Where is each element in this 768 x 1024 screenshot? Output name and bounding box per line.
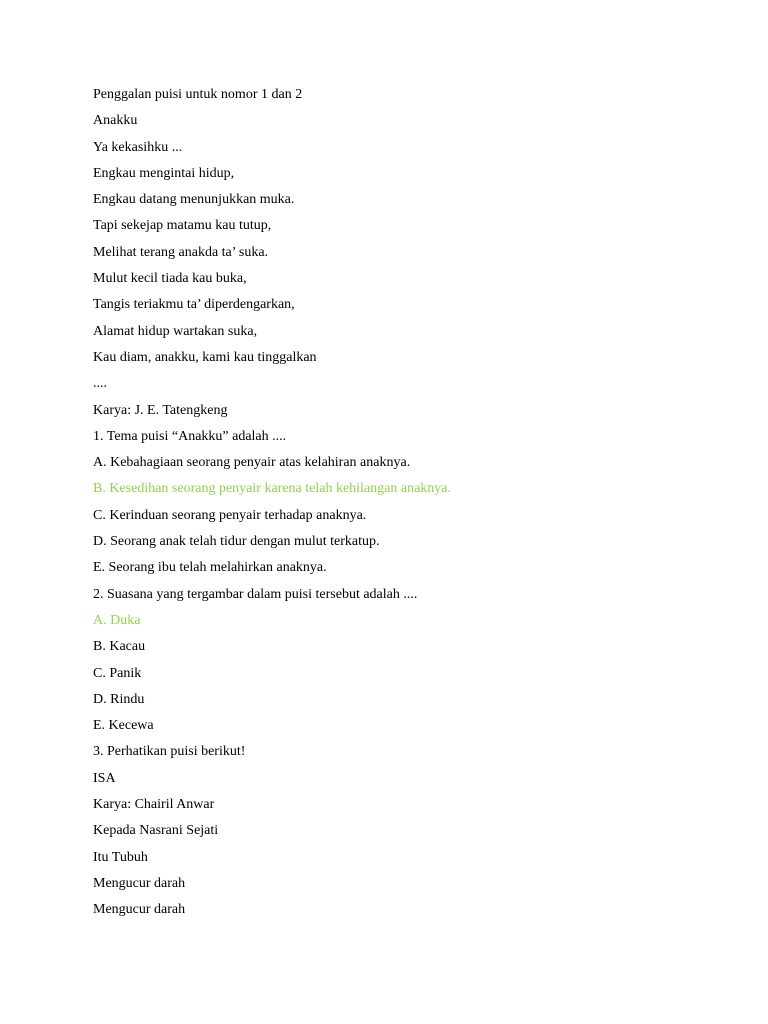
text-line: Anakku <box>93 113 138 129</box>
text-line: D. Rindu <box>93 691 145 707</box>
text-line: Karya: Chairil Anwar <box>93 797 215 813</box>
text-line: .... <box>93 376 107 392</box>
text-line: 1. Tema puisi “Anakku” adalah .... <box>93 428 287 444</box>
text-line: B. Kacau <box>93 639 146 655</box>
answer-line: B. Kesedihan seorang penyair karena telah kehilangan anaknya. <box>93 481 452 497</box>
text-line: A. Kebahagiaan seorang penyair atas kelahiran anaknya. <box>93 455 411 471</box>
text-line: Penggalan puisi untuk nomor 1 dan 2 <box>93 87 303 102</box>
text-line: Melihat terang anakda ta’ suka. <box>93 244 269 260</box>
text-line: Engkau mengintai hidup, <box>93 165 235 181</box>
text-line: E. Kecewa <box>93 718 154 734</box>
text-line: Itu Tubuh <box>93 849 148 865</box>
text-line: Ya kekasihku ... <box>93 139 183 155</box>
text-line: Alamat hidup wartakan suka, <box>93 323 258 339</box>
text-line: ISA <box>93 770 116 786</box>
text-line: 2. Suasana yang tergambar dalam puisi tersebut adalah .... <box>93 586 418 602</box>
text-line: Karya: J. E. Tatengkeng <box>93 402 228 418</box>
text-line: D. Seorang anak telah tidur dengan mulut terkatup. <box>93 534 380 550</box>
text-line: E. Seorang ibu telah melahirkan anaknya. <box>93 560 327 576</box>
answer-line: A. Duka <box>93 612 141 628</box>
text-line: 3. Perhatikan puisi berikut! <box>93 744 246 760</box>
document-page <box>93 85 693 927</box>
text-line: Mulut kecil tiada kau buka, <box>93 271 247 287</box>
text-line: Engkau datang menunjukkan muka. <box>93 192 295 208</box>
text-line: Tangis teriakmu ta’ diperdengarkan, <box>93 297 295 313</box>
text-line: Mengucur darah <box>93 902 186 918</box>
text-line: Kepada Nasrani Sejati <box>93 823 219 839</box>
text-line: Tapi sekejap matamu kau tutup, <box>93 218 272 234</box>
text-line: C. Kerinduan seorang penyair terhadap anaknya. <box>93 507 367 523</box>
text-line: C. Panik <box>93 665 142 681</box>
text-line: Mengucur darah <box>93 875 186 891</box>
text-line: Kau diam, anakku, kami kau tinggalkan <box>93 349 317 365</box>
